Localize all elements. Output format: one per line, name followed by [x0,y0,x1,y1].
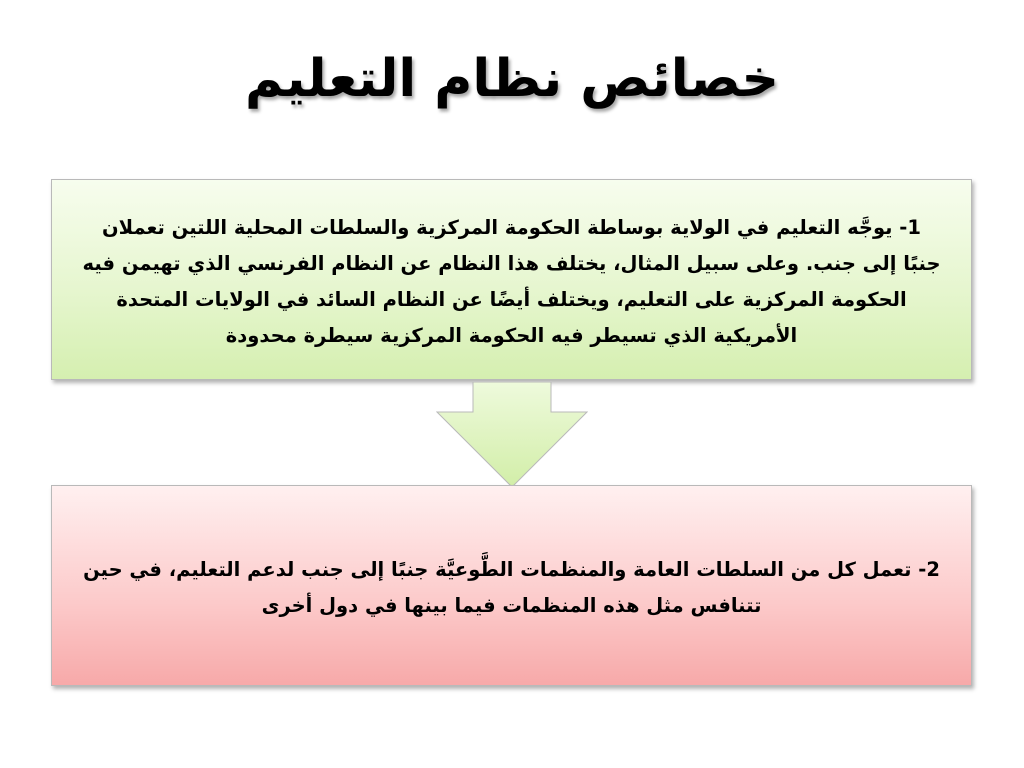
step-1-text: 1- يوجَّه التعليم في الولاية بوساطة الحكومة المركزية والسلطات المحلية اللتين تعملان جنبًا إلى جنب. وعلى سبيل المثال، يختلف هذا النظام عن النظام الفرنسي الذي تهيمن فيه الحكومة المركزية على التعليم، ويختلف أيضًا عن النظام السائد في الولايات المتحدة الأمريكية الذي تسيطر فيه الحكومة المركزية سيطرة محدودة [82,216,941,347]
slide-title: خصائص نظام التعليم [245,49,779,109]
down-arrow-icon [436,382,588,488]
step-1-box [51,179,972,380]
step-2-box [51,485,972,686]
step-2-text: 2- تعمل كل من السلطات العامة والمنظمات الطَّوعيَّة جنبًا إلى جنب لدعم التعليم، في حين تتنافس مثل هذه المنظمات فيما بينها في دول أخرى [83,558,940,617]
